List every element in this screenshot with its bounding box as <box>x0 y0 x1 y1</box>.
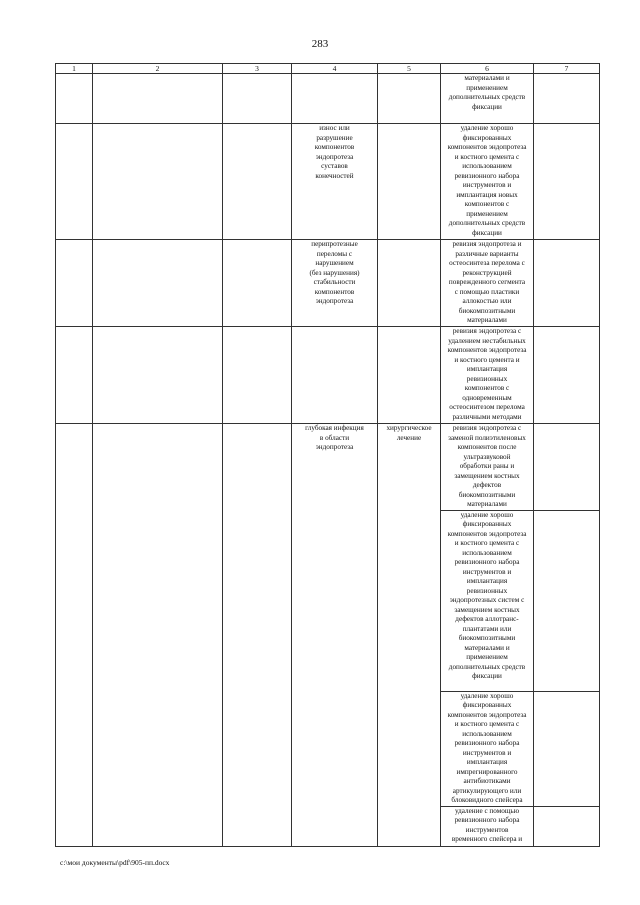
table-cell <box>93 74 223 124</box>
method-cell: ревизия эндопротеза с удалением нестабильных компонентов эндопротеза и костного цемента и имплантация ревизионных компонентов с одновременным остеосинтезом перелома различными методами <box>441 327 534 424</box>
table-cell <box>56 327 93 424</box>
table-cell <box>223 124 292 240</box>
table-cell <box>56 124 93 240</box>
diagnosis-cell <box>292 74 378 124</box>
table-cell <box>223 240 292 327</box>
file-path-footer: c:\мои документы\pdf\905-пп.docx <box>60 858 170 867</box>
table-cell <box>534 124 600 240</box>
table-row <box>56 424 600 511</box>
table-cell <box>56 424 93 847</box>
treatment-type-cell <box>378 327 441 424</box>
treatment-type-cell <box>378 240 441 327</box>
table-cell <box>223 327 292 424</box>
table-row <box>56 74 600 124</box>
column-number-row <box>56 64 600 74</box>
table-cell <box>56 74 93 124</box>
diagnosis-cell: перипротезные переломы с нарушением (без нарушения) стабильности компонентов эндопротеза <box>292 240 378 327</box>
method-cell: удаление хорошо фиксированных компонентов эндопротеза и костного цемента с использованием ревизионного набора инструментов и имплантация ревизионных эндопротезных систем с замещением костных дефектов аллотранс- плантатами или биокомпозитными материалами и применением дополнительных средств фиксации <box>441 510 534 691</box>
method-cell: удаление хорошо фиксированных компонентов эндопротеза и костного цемента с использованием ревизионного набора инструментов и имплантация новых компонентов с применением дополнительных средств фиксации <box>441 124 534 240</box>
table-cell <box>93 240 223 327</box>
table-cell <box>534 424 600 511</box>
method-cell: удаление с помощью ревизионного набора инструментов временного спейсера и <box>441 806 534 846</box>
diagnosis-cell <box>292 327 378 424</box>
table-cell <box>534 806 600 846</box>
treatment-type-cell <box>378 74 441 124</box>
column-header: 5 <box>378 64 441 74</box>
diagnosis-cell: износ или разрушение компонентов эндопротеза суставов конечностей <box>292 124 378 240</box>
treatment-type-cell: хирургическое лечение <box>378 424 441 847</box>
method-cell: удаление хорошо фиксированных компонентов эндопротеза и костного цемента с использованием ревизионного набора инструментов и имплантация импрегнированного антибиотиками артикулирующего или блоковидного спейсера <box>441 691 534 806</box>
table-cell <box>534 74 600 124</box>
table-cell <box>223 424 292 847</box>
table-row <box>56 240 600 327</box>
method-cell: ревизия эндопротеза и различные варианты остеосинтеза перелома с реконструкцией поврежденного сегмента с помощью пластики аллокостью или биокомпозитными материалами <box>441 240 534 327</box>
column-header: 4 <box>292 64 378 74</box>
method-cell: ревизия эндопротеза с заменой полиэтиленовых компонентов после ультразвуковой обработки раны и замещением костных дефектов биокомпозитными материалами <box>441 424 534 511</box>
page-number: 283 <box>311 38 329 50</box>
column-header: 3 <box>223 64 292 74</box>
table-cell <box>93 124 223 240</box>
diagnosis-cell: глубокая инфекция в области эндопротеза <box>292 424 378 847</box>
table-row <box>56 124 600 240</box>
table-cell <box>534 691 600 806</box>
column-header: 2 <box>93 64 223 74</box>
table-cell <box>223 74 292 124</box>
column-header: 1 <box>56 64 93 74</box>
treatment-type-cell <box>378 124 441 240</box>
medical-procedures-table <box>55 63 600 847</box>
table-cell <box>93 327 223 424</box>
method-cell: материалами и применением дополнительных средств фиксации <box>441 74 534 124</box>
table-row <box>56 327 600 424</box>
table-cell <box>534 327 600 424</box>
table-cell <box>93 424 223 847</box>
column-header: 7 <box>534 64 600 74</box>
table-cell <box>534 510 600 691</box>
column-header: 6 <box>441 64 534 74</box>
table-cell <box>534 240 600 327</box>
table-cell <box>56 240 93 327</box>
